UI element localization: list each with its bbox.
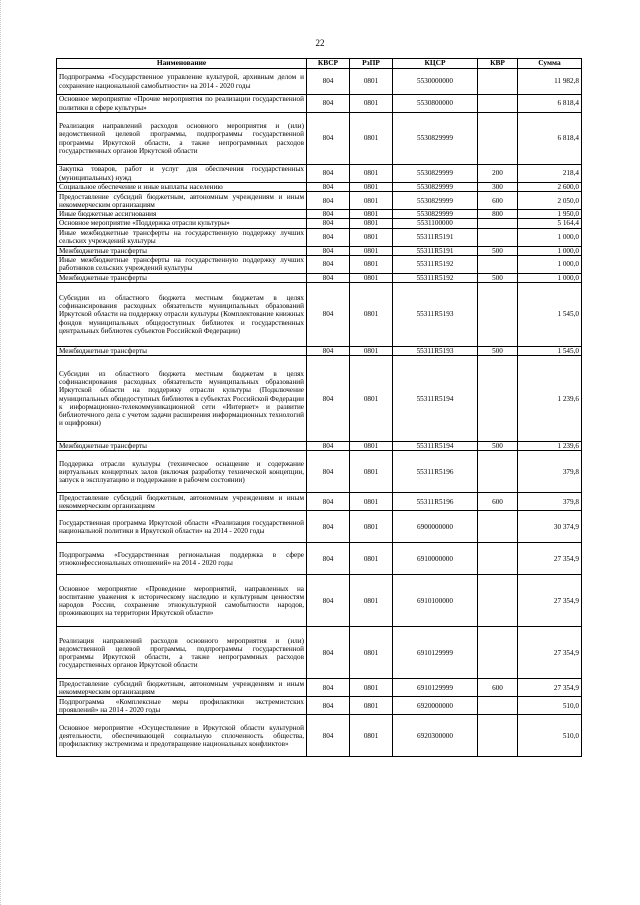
cell-sum: 6 818,4 bbox=[518, 95, 582, 113]
cell-sum: 379,8 bbox=[518, 493, 582, 511]
cell-sum: 27 354,9 bbox=[518, 575, 582, 627]
cell-kvsr: 804 bbox=[307, 347, 350, 356]
table-row bbox=[57, 192, 582, 210]
cell-kvsr: 804 bbox=[307, 679, 350, 697]
table-header-row bbox=[57, 59, 582, 69]
cell-rzpr: 0801 bbox=[350, 356, 393, 442]
cell-kvsr: 804 bbox=[307, 493, 350, 511]
cell-kvr: 500 bbox=[478, 273, 518, 282]
cell-rzpr: 0801 bbox=[350, 451, 393, 493]
cell-kvsr: 804 bbox=[307, 183, 350, 192]
cell-rzpr: 0801 bbox=[350, 283, 393, 347]
cell-sum: 1 545,0 bbox=[518, 283, 582, 347]
cell-kvr bbox=[478, 219, 518, 228]
header-kcsr: КЦСР bbox=[393, 59, 478, 69]
cell-rzpr: 0801 bbox=[350, 627, 393, 679]
cell-rzpr: 0801 bbox=[350, 442, 393, 451]
cell-rzpr: 0801 bbox=[350, 575, 393, 627]
cell-kvr bbox=[478, 543, 518, 575]
cell-kvr bbox=[478, 113, 518, 165]
table-row bbox=[57, 715, 582, 757]
cell-kvsr: 804 bbox=[307, 283, 350, 347]
table-row bbox=[57, 69, 582, 95]
cell-rzpr: 0801 bbox=[350, 219, 393, 228]
cell-sum: 30 374,9 bbox=[518, 511, 582, 543]
table-row bbox=[57, 95, 582, 113]
cell-name: Иные бюджетные ассигнования bbox=[57, 210, 307, 219]
cell-sum: 11 982,8 bbox=[518, 69, 582, 95]
cell-rzpr: 0801 bbox=[350, 246, 393, 255]
cell-rzpr: 0801 bbox=[350, 543, 393, 575]
cell-kvr bbox=[478, 575, 518, 627]
table-row bbox=[57, 255, 582, 273]
cell-sum: 1 239,6 bbox=[518, 442, 582, 451]
table-row bbox=[57, 679, 582, 697]
cell-name: Иные межбюджетные трансферты на государственную поддержку лучших работников сельских учреждений культуры bbox=[57, 255, 307, 273]
cell-kvr: 500 bbox=[478, 442, 518, 451]
cell-kvsr: 804 bbox=[307, 228, 350, 246]
cell-kcsr: 55311R5194 bbox=[393, 442, 478, 451]
cell-kvsr: 804 bbox=[307, 627, 350, 679]
cell-rzpr: 0801 bbox=[350, 113, 393, 165]
cell-rzpr: 0801 bbox=[350, 679, 393, 697]
cell-name: Подпрограмма «Комплексные меры профилактики экстремистских проявлений» на 2014 - 2020 годы bbox=[57, 697, 307, 715]
table-row bbox=[57, 283, 582, 347]
cell-kcsr: 55311R5191 bbox=[393, 246, 478, 255]
cell-kvr bbox=[478, 451, 518, 493]
cell-rzpr: 0801 bbox=[350, 347, 393, 356]
cell-kcsr: 55311R5193 bbox=[393, 347, 478, 356]
cell-name: Подпрограмма «Государственная региональная поддержка в сфере этноконфессиональных отношений» на 2014 - 2020 годы bbox=[57, 543, 307, 575]
cell-kcsr: 6910129999 bbox=[393, 679, 478, 697]
cell-kcsr: 5530800000 bbox=[393, 95, 478, 113]
cell-name: Закупка товаров, работ и услуг для обеспечения государственных (муниципальных) нужд bbox=[57, 165, 307, 183]
cell-kvsr: 804 bbox=[307, 95, 350, 113]
cell-name: Основное мероприятие «Прочие мероприятия по реализации государственной политики в сфере культуры» bbox=[57, 95, 307, 113]
cell-name: Предоставление субсидий бюджетным, автономным учреждениям и иным некоммерческим организациям bbox=[57, 679, 307, 697]
cell-sum: 6 818,4 bbox=[518, 113, 582, 165]
cell-kvsr: 804 bbox=[307, 511, 350, 543]
cell-kcsr: 55311R5196 bbox=[393, 493, 478, 511]
cell-rzpr: 0801 bbox=[350, 183, 393, 192]
cell-kvr: 300 bbox=[478, 183, 518, 192]
cell-kvsr: 804 bbox=[307, 165, 350, 183]
cell-kvsr: 804 bbox=[307, 246, 350, 255]
cell-rzpr: 0801 bbox=[350, 95, 393, 113]
budget-table bbox=[56, 58, 582, 757]
header-sum: Сумма bbox=[518, 59, 582, 69]
table-row bbox=[57, 347, 582, 356]
cell-sum: 1 239,6 bbox=[518, 356, 582, 442]
cell-kcsr: 6910000000 bbox=[393, 543, 478, 575]
cell-name: Иные межбюджетные трансферты на государственную поддержку лучших сельских учреждений культуры bbox=[57, 228, 307, 246]
cell-name: Поддержка отрасли культуры (техническое оснащение и содержание виртуальных концертных залов (включая разработку технической концепции, запуск в эксплуатацию и поддержание в рабочем состоянии) bbox=[57, 451, 307, 493]
cell-kcsr: 6910129999 bbox=[393, 627, 478, 679]
cell-sum: 1 000,0 bbox=[518, 255, 582, 273]
cell-rzpr: 0801 bbox=[350, 228, 393, 246]
cell-kvsr: 804 bbox=[307, 210, 350, 219]
table-row bbox=[57, 442, 582, 451]
cell-kvr: 500 bbox=[478, 246, 518, 255]
cell-kvsr: 804 bbox=[307, 356, 350, 442]
cell-kvr bbox=[478, 95, 518, 113]
cell-name: Социальное обеспечение и иные выплаты населению bbox=[57, 183, 307, 192]
table-row bbox=[57, 493, 582, 511]
table-row bbox=[57, 697, 582, 715]
table-row bbox=[57, 543, 582, 575]
cell-name: Субсидии из областного бюджета местным бюджетам в целях софинансирования расходных обязательств муниципальных образований Иркутской области на поддержку отрасли культуры (Комплектование книжных фондов муниципальных общедоступных библиотек и государственных центральных библиотек субъектов Российской Федерации) bbox=[57, 283, 307, 347]
cell-rzpr: 0801 bbox=[350, 273, 393, 282]
cell-kvsr: 804 bbox=[307, 113, 350, 165]
cell-rzpr: 0801 bbox=[350, 192, 393, 210]
cell-kvsr: 804 bbox=[307, 273, 350, 282]
scan-edge bbox=[0, 0, 5, 905]
table-row bbox=[57, 273, 582, 282]
cell-name: Реализация направлений расходов основного мероприятия и (или) ведомственной целевой программы, подпрограммы государственной программы Иркутской области, а также непрограммных расходов государственных органов Иркутской области bbox=[57, 627, 307, 679]
table-row bbox=[57, 451, 582, 493]
cell-sum: 27 354,9 bbox=[518, 627, 582, 679]
cell-name: Основное мероприятие «Осуществление в Иркутской области культурной деятельности, обеспечивающей социальную сплоченность общества, профилактику экстремизма и предотвращение национальных конфликтов» bbox=[57, 715, 307, 757]
cell-kcsr: 55311R5196 bbox=[393, 451, 478, 493]
table-row bbox=[57, 627, 582, 679]
cell-rzpr: 0801 bbox=[350, 255, 393, 273]
cell-kvr bbox=[478, 715, 518, 757]
cell-kcsr: 5530829999 bbox=[393, 183, 478, 192]
cell-sum: 1 950,0 bbox=[518, 210, 582, 219]
header-name: Наименование bbox=[57, 59, 307, 69]
header-kvr: КВР bbox=[478, 59, 518, 69]
cell-name: Предоставление субсидий бюджетным, автономным учреждениям и иным некоммерческим организациям bbox=[57, 493, 307, 511]
table-row bbox=[57, 165, 582, 183]
cell-kvr bbox=[478, 283, 518, 347]
table-row bbox=[57, 210, 582, 219]
cell-kvsr: 804 bbox=[307, 697, 350, 715]
cell-sum: 1 545,0 bbox=[518, 347, 582, 356]
cell-name: Подпрограмма «Государственное управление культурой, архивным делом и сохранение национальной самобытности» на 2014 - 2020 годы bbox=[57, 69, 307, 95]
cell-kvr bbox=[478, 69, 518, 95]
cell-kvsr: 804 bbox=[307, 192, 350, 210]
cell-sum: 2 600,0 bbox=[518, 183, 582, 192]
cell-name: Межбюджетные трансферты bbox=[57, 246, 307, 255]
cell-name: Субсидии из областного бюджета местным бюджетам в целях софинансирования расходных обязательств муниципальных образований Иркутской области на поддержку отрасли культуры (Подключение муниципальных общедоступных библиотек в субъектах Российской Федерации к информационно-телекоммуникационной сети «Интернет» и развитие библиотечного дела с учетом задачи расширения информационных технологий и оцифровки) bbox=[57, 356, 307, 442]
cell-kvsr: 804 bbox=[307, 219, 350, 228]
cell-kvsr: 804 bbox=[307, 69, 350, 95]
cell-name: Государственная программа Иркутской области «Реализация государственной национальной политики в Иркутской области» на 2014 - 2020 годы bbox=[57, 511, 307, 543]
cell-kcsr: 5530000000 bbox=[393, 69, 478, 95]
cell-name: Межбюджетные трансферты bbox=[57, 347, 307, 356]
cell-kcsr: 6920000000 bbox=[393, 697, 478, 715]
table-row bbox=[57, 183, 582, 192]
header-rzpr: РзПР bbox=[350, 59, 393, 69]
cell-sum: 1 000,0 bbox=[518, 273, 582, 282]
cell-kvsr: 804 bbox=[307, 575, 350, 627]
header-kvsr: КВСР bbox=[307, 59, 350, 69]
cell-sum: 2 050,0 bbox=[518, 192, 582, 210]
cell-kcsr: 6920300000 bbox=[393, 715, 478, 757]
cell-kcsr: 5530829999 bbox=[393, 165, 478, 183]
cell-name: Основное мероприятие «Поддержка отрасли культуры» bbox=[57, 219, 307, 228]
cell-rzpr: 0801 bbox=[350, 493, 393, 511]
cell-sum: 379,8 bbox=[518, 451, 582, 493]
cell-rzpr: 0801 bbox=[350, 511, 393, 543]
page-number: 22 bbox=[315, 38, 325, 48]
cell-kcsr: 5530829999 bbox=[393, 113, 478, 165]
cell-kvr bbox=[478, 697, 518, 715]
cell-kvsr: 804 bbox=[307, 715, 350, 757]
cell-kvsr: 804 bbox=[307, 451, 350, 493]
cell-rzpr: 0801 bbox=[350, 165, 393, 183]
cell-kvr: 600 bbox=[478, 192, 518, 210]
cell-kvr: 600 bbox=[478, 493, 518, 511]
cell-rzpr: 0801 bbox=[350, 210, 393, 219]
table-row bbox=[57, 219, 582, 228]
cell-kvr bbox=[478, 511, 518, 543]
cell-kvr bbox=[478, 356, 518, 442]
cell-kcsr: 5530829999 bbox=[393, 192, 478, 210]
cell-name: Предоставление субсидий бюджетным, автономным учреждениям и иным некоммерческим организациям bbox=[57, 192, 307, 210]
cell-kvsr: 804 bbox=[307, 255, 350, 273]
table-row bbox=[57, 113, 582, 165]
cell-kcsr: 6900000000 bbox=[393, 511, 478, 543]
cell-rzpr: 0801 bbox=[350, 715, 393, 757]
table-body bbox=[57, 69, 582, 757]
table-row bbox=[57, 228, 582, 246]
cell-kvr bbox=[478, 255, 518, 273]
cell-kcsr: 55311R5192 bbox=[393, 255, 478, 273]
cell-kcsr: 6910100000 bbox=[393, 575, 478, 627]
cell-sum: 510,0 bbox=[518, 697, 582, 715]
cell-name: Межбюджетные трансферты bbox=[57, 442, 307, 451]
table-row bbox=[57, 356, 582, 442]
cell-kcsr: 55311R5194 bbox=[393, 356, 478, 442]
cell-kvsr: 804 bbox=[307, 442, 350, 451]
table-row bbox=[57, 246, 582, 255]
cell-kvr bbox=[478, 627, 518, 679]
cell-kvr: 600 bbox=[478, 679, 518, 697]
cell-sum: 27 354,9 bbox=[518, 679, 582, 697]
cell-kvr: 800 bbox=[478, 210, 518, 219]
table-row bbox=[57, 511, 582, 543]
cell-name: Межбюджетные трансферты bbox=[57, 273, 307, 282]
cell-rzpr: 0801 bbox=[350, 697, 393, 715]
cell-kcsr: 55311R5193 bbox=[393, 283, 478, 347]
cell-kvr: 200 bbox=[478, 165, 518, 183]
cell-sum: 5 164,4 bbox=[518, 219, 582, 228]
cell-kvr bbox=[478, 228, 518, 246]
cell-kvsr: 804 bbox=[307, 543, 350, 575]
cell-kcsr: 5531100000 bbox=[393, 219, 478, 228]
cell-sum: 218,4 bbox=[518, 165, 582, 183]
table-row bbox=[57, 575, 582, 627]
cell-rzpr: 0801 bbox=[350, 69, 393, 95]
cell-name: Реализация направлений расходов основного мероприятия и (или) ведомственной целевой программы, подпрограммы государственной программы Иркутской области, а также непрограммных расходов государственных органов Иркутской области bbox=[57, 113, 307, 165]
cell-kcsr: 5530829999 bbox=[393, 210, 478, 219]
cell-sum: 510,0 bbox=[518, 715, 582, 757]
cell-kcsr: 55311R5191 bbox=[393, 228, 478, 246]
cell-kvr: 500 bbox=[478, 347, 518, 356]
cell-sum: 1 000,0 bbox=[518, 228, 582, 246]
cell-sum: 1 000,0 bbox=[518, 246, 582, 255]
cell-kcsr: 55311R5192 bbox=[393, 273, 478, 282]
cell-name: Основное мероприятие «Проведение мероприятий, направленных на воспитание уважения к историческому наследию и культурным ценностям народов России, сохранение этнокультурной самобытности народов, проживающих на территории Иркутской области» bbox=[57, 575, 307, 627]
cell-sum: 27 354,9 bbox=[518, 543, 582, 575]
